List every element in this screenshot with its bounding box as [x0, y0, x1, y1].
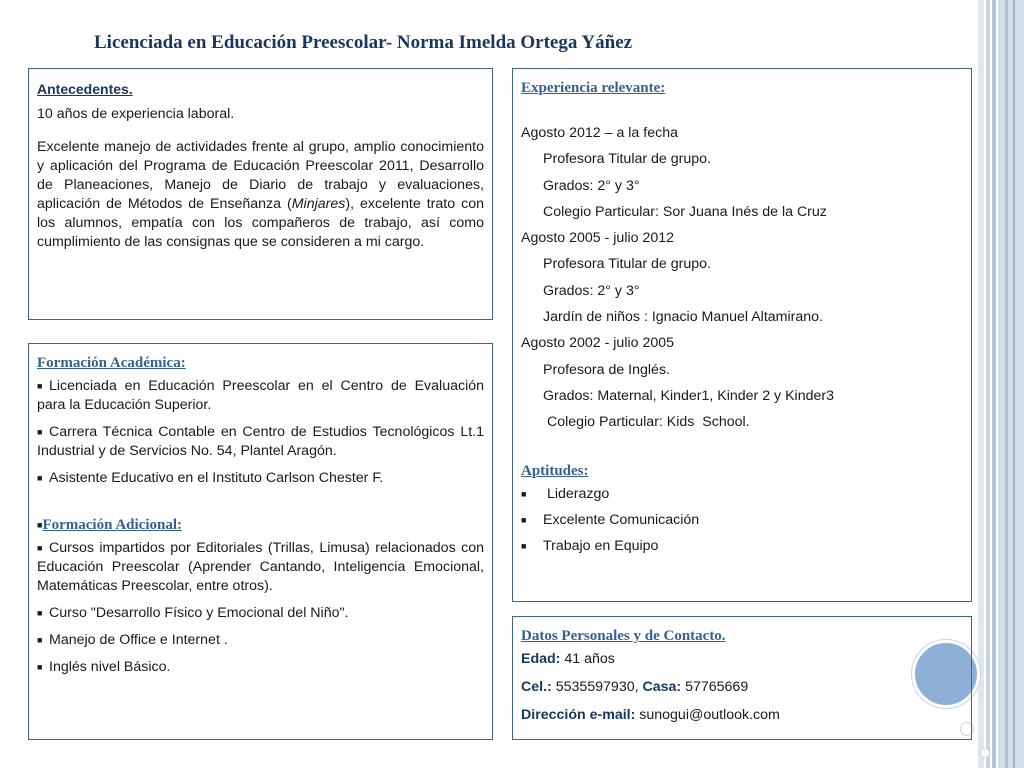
- bullet-icon: ■: [521, 514, 527, 525]
- list-item: [521, 485, 963, 504]
- list-item: [37, 604, 484, 623]
- list-item-text: Inglés nivel Básico.: [49, 659, 171, 675]
- bullet-icon: ■: [37, 608, 43, 618]
- edad-value: 41 años: [560, 651, 615, 667]
- list-item-text: Excelente Comunicación: [543, 511, 700, 528]
- phone-line: [521, 678, 963, 697]
- casa-label: Casa:: [642, 679, 682, 695]
- casa-value: 57765669: [681, 679, 749, 695]
- job-role: Profesora Titular de grupo.: [543, 256, 711, 273]
- list-item: [37, 539, 484, 596]
- cel-label: Cel.:: [521, 679, 552, 695]
- list-item-text: Carrera Técnica Contable en Centro de Estudios Tecnológicos Lt.1 Industrial y de Servicios No. 54, Plantel Aragón.: [37, 424, 484, 459]
- formacion-heading: Formación Académica:: [37, 355, 186, 371]
- experiencia-heading: Experiencia relevante:: [521, 80, 666, 96]
- experience-years: 10 años de experiencia laboral.: [37, 106, 235, 122]
- list-item-text: Liderazgo: [543, 485, 610, 502]
- list-item: [37, 631, 484, 650]
- decorative-stripe: [986, 0, 990, 768]
- decorative-stripe: [998, 0, 1024, 768]
- job-period: Agosto 2012 – a la fecha: [521, 125, 678, 141]
- job-role: Profesora Titular de grupo.: [543, 151, 711, 168]
- antecedentes-paragraph: [37, 138, 484, 252]
- job-period: Agosto 2005 - julio 2012: [521, 230, 675, 247]
- decorative-stripe: [978, 0, 984, 768]
- decorative-stripe: [1005, 0, 1008, 768]
- decorative-circle-small: [980, 748, 990, 758]
- list-item-text: Asistente Educativo en el Instituto Carlson Chester F.: [49, 470, 384, 486]
- bullet-icon: ■: [37, 381, 43, 391]
- antecedentes-italic: Minjares: [291, 196, 346, 212]
- email-line: [521, 706, 963, 725]
- bullet-icon: ■: [37, 427, 43, 437]
- job-school: Colegio Particular: Kids School.: [543, 414, 750, 431]
- list-item-text: Curso "Desarrollo Físico y Emocional del Niño".: [49, 605, 349, 621]
- job-grades: Grados: Maternal, Kinder1, Kinder 2 y Kinder3: [543, 387, 834, 404]
- job-role: Profesora de Inglés.: [543, 361, 670, 378]
- decorative-stripe: [1013, 0, 1015, 768]
- list-item-text: Manejo de Office e Internet .: [49, 632, 228, 648]
- bullet-icon: ■: [37, 520, 43, 530]
- edad-label: Edad:: [521, 651, 561, 667]
- list-item: [37, 658, 484, 677]
- antecedentes-heading: Antecedentes.: [37, 81, 133, 97]
- bullet-icon: ■: [521, 488, 527, 499]
- list-item: [521, 537, 963, 556]
- aptitudes-heading: Aptitudes:: [521, 462, 589, 479]
- bullet-icon: ■: [37, 635, 43, 645]
- job-period: Agosto 2002 - julio 2005: [521, 335, 675, 352]
- job-grades: Grados: 2° y 3°: [543, 282, 640, 299]
- formacion-adicional-heading: [37, 516, 484, 535]
- edad-line: [521, 650, 963, 669]
- page-title: Licenciada en Educación Preescolar- Norma Imelda Ortega Yáñez: [94, 32, 633, 53]
- datos-box: [512, 616, 972, 740]
- list-item-text: Licenciada en Educación Preescolar en el Centro de Evaluación para la Educación Superior.: [37, 378, 484, 413]
- formacion-adicional-label: Formación Adicional:: [42, 517, 183, 533]
- list-item-text: Trabajo en Equipo: [543, 538, 659, 555]
- email-label: Dirección e-mail:: [521, 707, 636, 723]
- bullet-icon: ■: [37, 662, 43, 672]
- job-school: Jardín de niños : Ignacio Manuel Altamirano.: [543, 309, 823, 326]
- antecedentes-box: [28, 68, 493, 320]
- bullet-icon: ■: [37, 473, 43, 483]
- list-item-text: Cursos impartidos por Editoriales (Trillas, Limusa) relacionados con Educación Preescolar (Aprender Cantando, Inteligencia Emocional, Matemáticas Preescolar, entre otros).: [37, 540, 484, 594]
- list-item: [521, 511, 963, 530]
- list-item: [37, 469, 484, 488]
- antecedentes-text: Excelente manejo de actividades frente al grupo, amplio conocimiento y aplicación del Programa de Educación Preescolar 2011, Desarrollo de Planeaciones, Manejo de Diario de trabajo y evaluaciones, aplicación de Métodos de Enseñanza (: [37, 139, 484, 212]
- cel-value: 5535597930,: [551, 679, 643, 695]
- job-grades: Grados: 2° y 3°: [543, 177, 640, 194]
- antecedentes-text-end: ), excelente trato con los alumnos, empatía con los compañeros de trabajo, así como cumplimiento de las consignas que se consideren a mi cargo.: [37, 196, 484, 250]
- decorative-stripe: [992, 0, 996, 768]
- formacion-box: [28, 343, 493, 740]
- bullet-icon: ■: [521, 541, 527, 552]
- experiencia-box: [512, 68, 972, 602]
- datos-heading: Datos Personales y de Contacto.: [521, 628, 726, 644]
- list-item: [37, 423, 484, 461]
- list-item: [37, 377, 484, 415]
- job-school: Colegio Particular: Sor Juana Inés de la Cruz: [543, 203, 827, 220]
- email-value: sunogui@outlook.com: [635, 707, 780, 723]
- bullet-icon: ■: [37, 543, 43, 553]
